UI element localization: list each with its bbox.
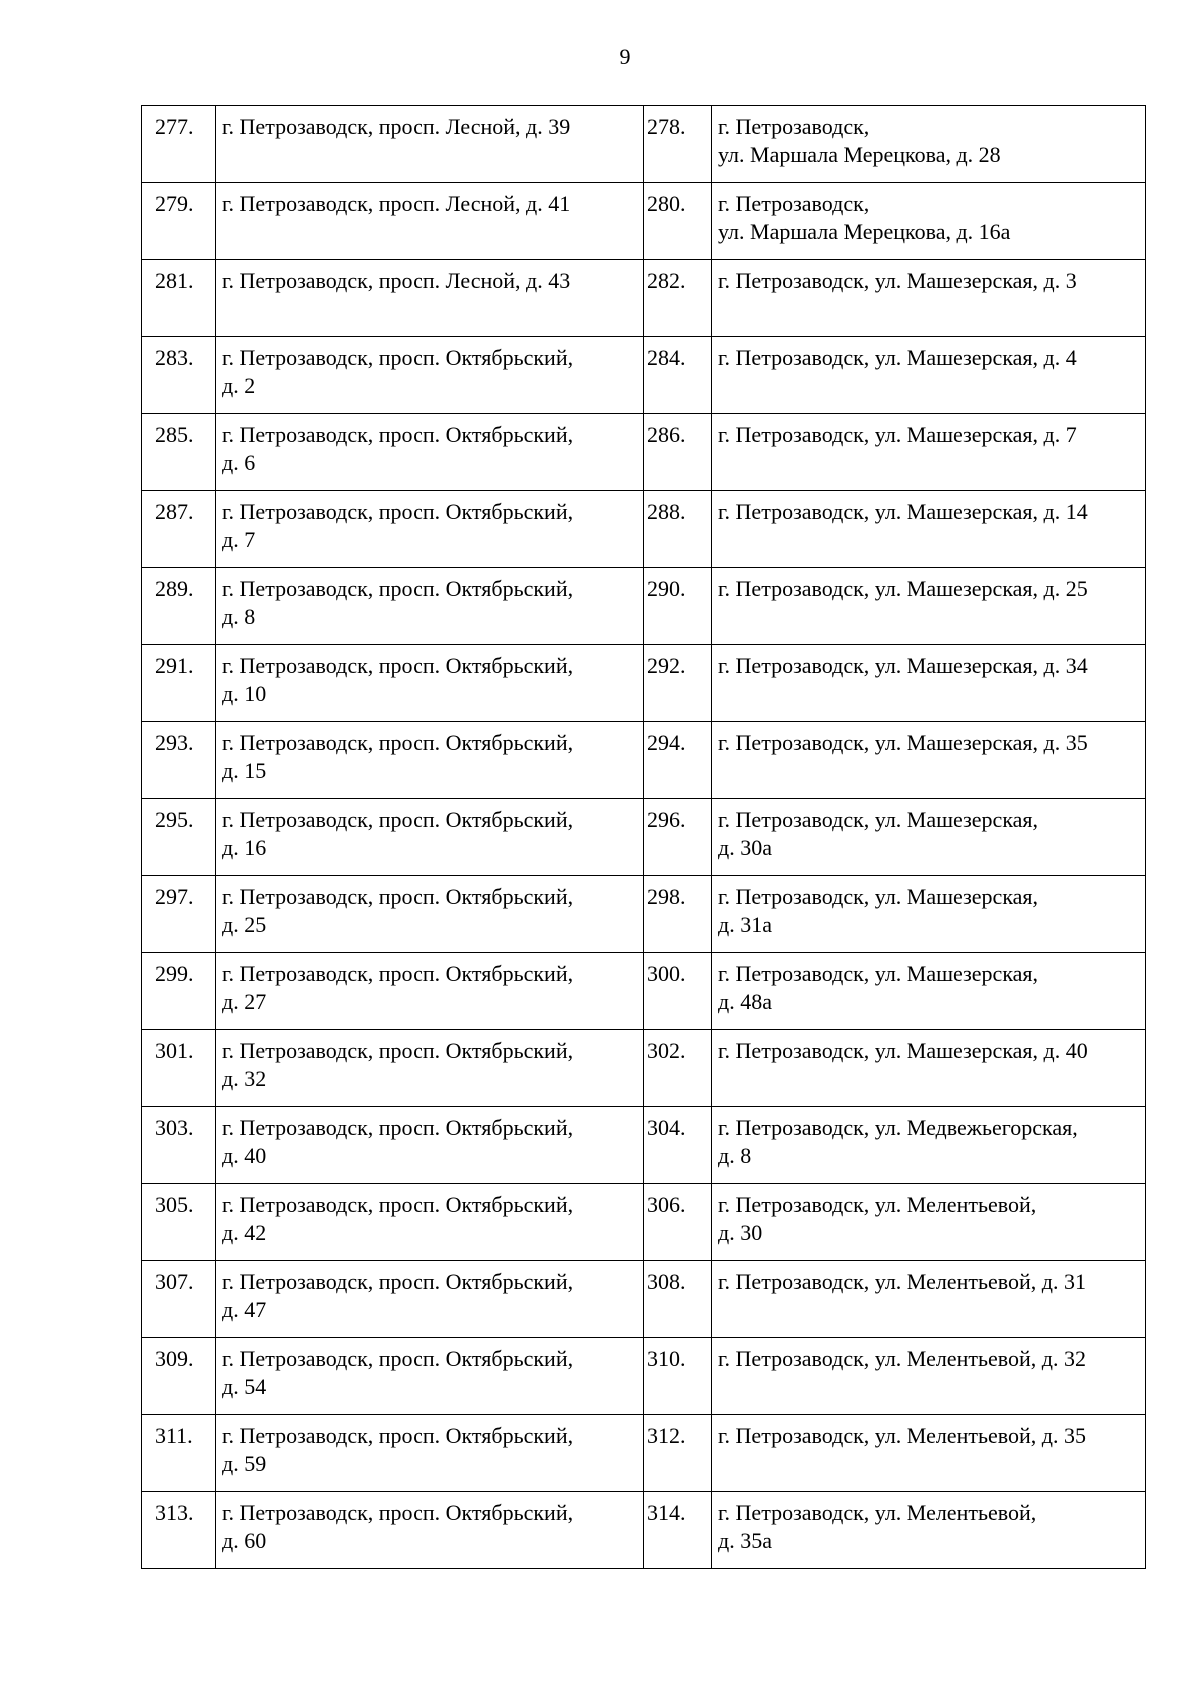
row-number-right: 288. [644, 491, 712, 568]
address-line: г. Петрозаводск, ул. Машезерская, д. 34 [718, 653, 1088, 678]
row-number-right: 312. [644, 1415, 712, 1492]
row-number-left: 287. [142, 491, 216, 568]
address-table-body [142, 106, 1146, 1569]
address-cell-left [216, 1492, 644, 1569]
table-row [142, 491, 1146, 568]
address-cell-right [712, 1030, 1146, 1107]
row-number-left: 279. [142, 183, 216, 260]
address-cell-right [712, 491, 1146, 568]
table-row [142, 799, 1146, 876]
address-line: г. Петрозаводск, просп. Лесной, д. 43 [222, 268, 571, 293]
address-cell-left [216, 1415, 644, 1492]
address-cell-left [216, 799, 644, 876]
address-line: г. Петрозаводск, просп. Октябрьский, [222, 1269, 574, 1294]
address-cell-right [712, 799, 1146, 876]
address-line: д. 10 [222, 681, 267, 706]
address-line: г. Петрозаводск, ул. Машезерская, д. 40 [718, 1038, 1088, 1063]
address-cell-left [216, 183, 644, 260]
page-number: 9 [619, 44, 631, 69]
address-line: г. Петрозаводск, ул. Мелентьевой, д. 32 [718, 1346, 1086, 1371]
address-line: г. Петрозаводск, ул. Мелентьевой, д. 31 [718, 1269, 1086, 1294]
address-line: ул. Маршала Мерецкова, д. 16а [718, 219, 1011, 244]
address-line: г. Петрозаводск, просп. Октябрьский, [222, 730, 574, 755]
address-line: г. Петрозаводск, [718, 191, 870, 216]
row-number-right: 308. [644, 1261, 712, 1338]
address-line: г. Петрозаводск, ул. Машезерская, [718, 884, 1039, 909]
row-number-right: 290. [644, 568, 712, 645]
address-cell-right [712, 260, 1146, 337]
address-line: г. Петрозаводск, просп. Октябрьский, [222, 1423, 574, 1448]
row-number-right: 298. [644, 876, 712, 953]
row-number-right: 306. [644, 1184, 712, 1261]
address-cell-right [712, 645, 1146, 722]
address-line: г. Петрозаводск, ул. Машезерская, д. 3 [718, 268, 1077, 293]
row-number-left: 291. [142, 645, 216, 722]
table-row [142, 183, 1146, 260]
row-number-right: 304. [644, 1107, 712, 1184]
address-cell-right [712, 722, 1146, 799]
address-line: г. Петрозаводск, просп. Октябрьский, [222, 1115, 574, 1140]
address-line: д. 31а [718, 912, 772, 937]
address-cell-right [712, 876, 1146, 953]
table-row [142, 337, 1146, 414]
address-line: д. 8 [222, 604, 256, 629]
address-line: г. Петрозаводск, ул. Машезерская, [718, 961, 1039, 986]
address-cell-right [712, 568, 1146, 645]
address-cell-left [216, 1338, 644, 1415]
address-line: д. 59 [222, 1451, 267, 1476]
address-line: д. 30а [718, 835, 772, 860]
address-line: г. Петрозаводск, ул. Машезерская, д. 7 [718, 422, 1077, 447]
address-line: д. 27 [222, 989, 267, 1014]
row-number-left: 311. [142, 1415, 216, 1492]
address-cell-right [712, 414, 1146, 491]
address-line: г. Петрозаводск, ул. Машезерская, [718, 807, 1039, 832]
address-line: г. Петрозаводск, [718, 114, 870, 139]
row-number-left: 307. [142, 1261, 216, 1338]
address-cell-right [712, 1261, 1146, 1338]
table-row [142, 1492, 1146, 1569]
address-cell-right [712, 1107, 1146, 1184]
address-cell-left [216, 337, 644, 414]
address-table [141, 105, 1146, 1569]
table-row [142, 876, 1146, 953]
address-cell-left [216, 568, 644, 645]
address-line: д. 60 [222, 1528, 267, 1553]
address-line: г. Петрозаводск, ул. Мелентьевой, [718, 1192, 1037, 1217]
row-number-left: 303. [142, 1107, 216, 1184]
table-row [142, 106, 1146, 183]
address-line: г. Петрозаводск, ул. Машезерская, д. 35 [718, 730, 1088, 755]
address-cell-left [216, 260, 644, 337]
row-number-left: 277. [142, 106, 216, 183]
table-row [142, 260, 1146, 337]
address-cell-right [712, 337, 1146, 414]
address-line: г. Петрозаводск, просп. Октябрьский, [222, 1500, 574, 1525]
address-line: д. 16 [222, 835, 267, 860]
address-line: ул. Маршала Мерецкова, д. 28 [718, 142, 1001, 167]
address-line: д. 42 [222, 1220, 267, 1245]
table-row [142, 1338, 1146, 1415]
address-line: г. Петрозаводск, просп. Октябрьский, [222, 807, 574, 832]
row-number-right: 310. [644, 1338, 712, 1415]
address-cell-right [712, 1338, 1146, 1415]
address-line: г. Петрозаводск, ул. Мелентьевой, [718, 1500, 1037, 1525]
row-number-left: 305. [142, 1184, 216, 1261]
table-row [142, 1107, 1146, 1184]
table-row [142, 568, 1146, 645]
address-cell-right [712, 183, 1146, 260]
address-cell-right [712, 1415, 1146, 1492]
address-line: д. 6 [222, 450, 256, 475]
address-line: д. 47 [222, 1297, 267, 1322]
address-cell-left [216, 645, 644, 722]
row-number-left: 281. [142, 260, 216, 337]
address-cell-right [712, 953, 1146, 1030]
row-number-left: 289. [142, 568, 216, 645]
address-line: д. 54 [222, 1374, 267, 1399]
table-row [142, 722, 1146, 799]
address-line: г. Петрозаводск, ул. Машезерская, д. 14 [718, 499, 1088, 524]
address-line: г. Петрозаводск, просп. Октябрьский, [222, 576, 574, 601]
row-number-right: 278. [644, 106, 712, 183]
address-cell-left [216, 953, 644, 1030]
address-line: д. 2 [222, 373, 256, 398]
row-number-left: 299. [142, 953, 216, 1030]
address-cell-left [216, 414, 644, 491]
address-line: д. 7 [222, 527, 256, 552]
address-cell-left [216, 491, 644, 568]
address-line: г. Петрозаводск, ул. Машезерская, д. 25 [718, 576, 1088, 601]
row-number-left: 309. [142, 1338, 216, 1415]
table-row [142, 1184, 1146, 1261]
address-cell-left [216, 1030, 644, 1107]
address-cell-left [216, 106, 644, 183]
address-line: г. Петрозаводск, просп. Лесной, д. 41 [222, 191, 571, 216]
row-number-left: 283. [142, 337, 216, 414]
row-number-right: 286. [644, 414, 712, 491]
address-cell-left [216, 722, 644, 799]
row-number-left: 293. [142, 722, 216, 799]
address-cell-left [216, 1261, 644, 1338]
row-number-left: 285. [142, 414, 216, 491]
row-number-left: 295. [142, 799, 216, 876]
address-cell-right [712, 1492, 1146, 1569]
address-line: г. Петрозаводск, просп. Октябрьский, [222, 1038, 574, 1063]
row-number-left: 297. [142, 876, 216, 953]
address-line: д. 8 [718, 1143, 752, 1168]
address-line: д. 48а [718, 989, 772, 1014]
row-number-right: 284. [644, 337, 712, 414]
address-line: г. Петрозаводск, просп. Октябрьский, [222, 884, 574, 909]
row-number-right: 280. [644, 183, 712, 260]
table-row [142, 1030, 1146, 1107]
address-line: д. 32 [222, 1066, 267, 1091]
table-row [142, 414, 1146, 491]
address-line: д. 35а [718, 1528, 772, 1553]
address-line: г. Петрозаводск, просп. Лесной, д. 39 [222, 114, 571, 139]
address-line: д. 15 [222, 758, 267, 783]
address-cell-left [216, 1184, 644, 1261]
row-number-left: 301. [142, 1030, 216, 1107]
table-row [142, 1415, 1146, 1492]
address-line: г. Петрозаводск, просп. Октябрьский, [222, 1346, 574, 1371]
address-line: д. 30 [718, 1220, 763, 1245]
row-number-left: 313. [142, 1492, 216, 1569]
row-number-right: 300. [644, 953, 712, 1030]
address-line: д. 40 [222, 1143, 267, 1168]
address-line: г. Петрозаводск, ул. Медвежьегорская, [718, 1115, 1078, 1140]
row-number-right: 282. [644, 260, 712, 337]
address-line: г. Петрозаводск, ул. Мелентьевой, д. 35 [718, 1423, 1086, 1448]
address-line: г. Петрозаводск, просп. Октябрьский, [222, 653, 574, 678]
address-cell-right [712, 1184, 1146, 1261]
table-row [142, 953, 1146, 1030]
table-row [142, 645, 1146, 722]
row-number-right: 292. [644, 645, 712, 722]
table-row [142, 1261, 1146, 1338]
address-line: г. Петрозаводск, просп. Октябрьский, [222, 1192, 574, 1217]
address-line: г. Петрозаводск, просп. Октябрьский, [222, 499, 574, 524]
address-line: г. Петрозаводск, просп. Октябрьский, [222, 422, 574, 447]
address-line: г. Петрозаводск, просп. Октябрьский, [222, 961, 574, 986]
address-cell-right [712, 106, 1146, 183]
address-line: г. Петрозаводск, ул. Машезерская, д. 4 [718, 345, 1077, 370]
row-number-right: 302. [644, 1030, 712, 1107]
address-line: д. 25 [222, 912, 267, 937]
row-number-right: 294. [644, 722, 712, 799]
address-cell-left [216, 876, 644, 953]
row-number-right: 296. [644, 799, 712, 876]
address-line: г. Петрозаводск, просп. Октябрьский, [222, 345, 574, 370]
row-number-right: 314. [644, 1492, 712, 1569]
address-cell-left [216, 1107, 644, 1184]
